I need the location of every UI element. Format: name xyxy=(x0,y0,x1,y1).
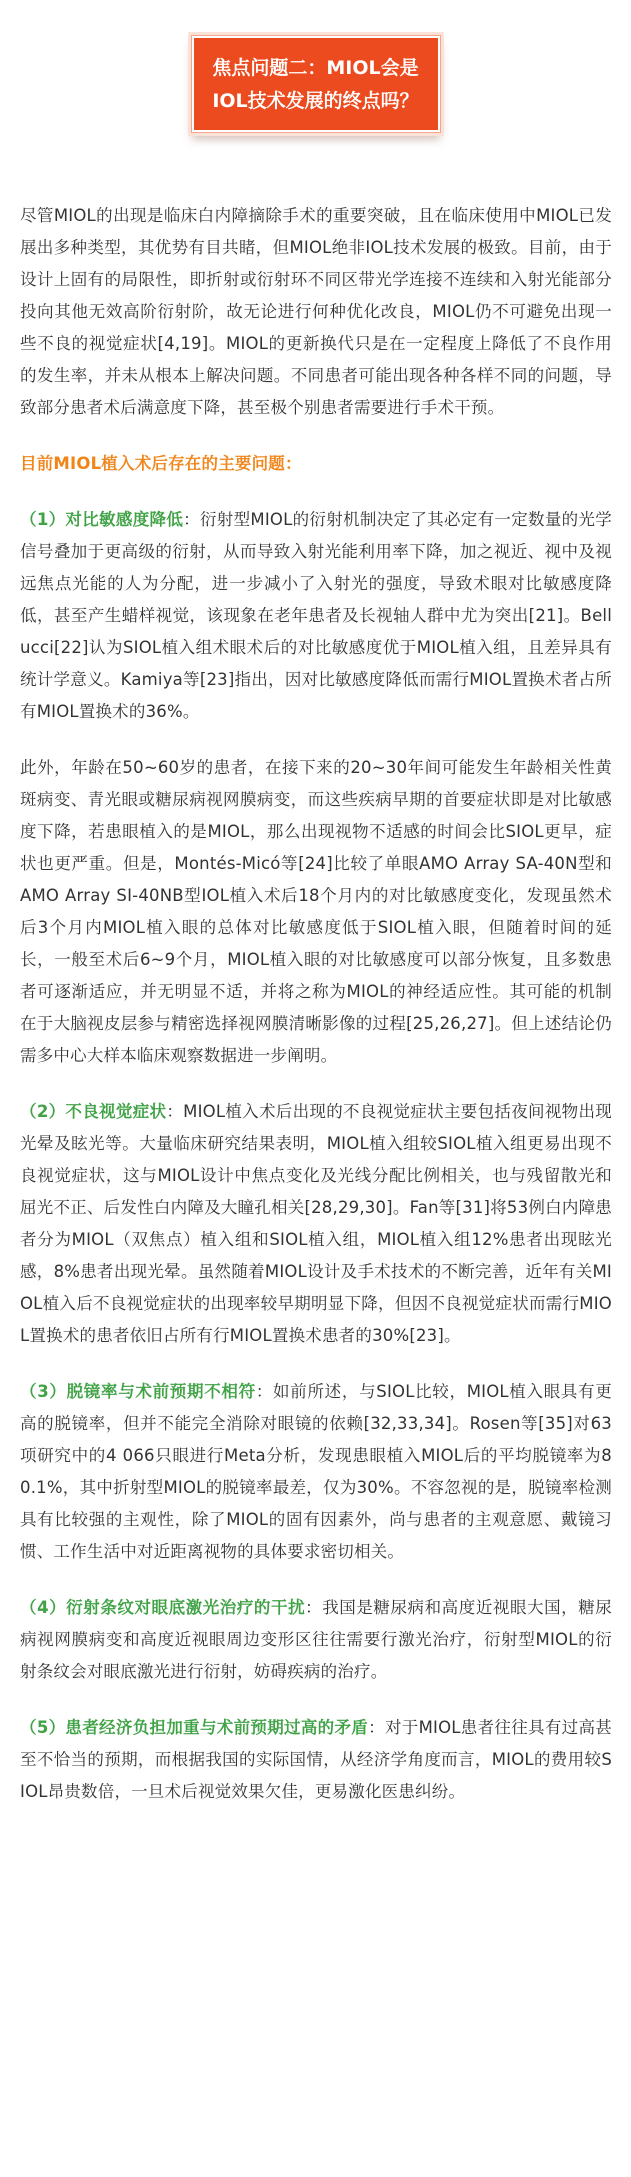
issue-label-1: （1）对比敏感度降低 xyxy=(20,510,184,529)
issue-label-5: （5）患者经济负担加重与术前预期过高的矛盾 xyxy=(20,1718,369,1737)
banner-title-line-2: IOL技术发展的终点吗？ xyxy=(212,90,419,112)
issue-label-2: （2）不良视觉症状 xyxy=(20,1102,167,1121)
issue-paragraph-1 xyxy=(20,504,612,728)
issue-paragraph-2 xyxy=(20,1096,612,1352)
issue-text-3: ：如前所述，与SIOL比较，MIOL植入眼具有更高的脱镜率，但并不能完全消除对眼镜的依赖[32,33,34]。Rosen等[35]对63项研究中的4 066只眼进行Meta分析，发现患眼植入MIOL后的平均脱镜率为80.1%，其中折射型MIOL的脱镜率最差，仅为30%。不容忽视的是，脱镜率检测具有比较强的主观性，除了MIOL的固有因素外，尚与患者的主观意愿、戴镜习惯、工作生活中对近距离视物的具体要求密切相关。 xyxy=(20,1382,613,1561)
banner-title-line-1: 焦点问题二：MIOL会是 xyxy=(212,57,419,79)
issue-text-5: ：对于MIOL患者往往具有过高甚至不恰当的预期，而根据我国的实际国情，从经济学角度而言，MIOL的费用较SIOL昂贵数倍，一旦术后视觉效果欠佳，更易激化医患纠纷。 xyxy=(20,1718,612,1801)
extra-paragraph: 此外，年龄在50~60岁的患者，在接下来的20~30年间可能发生年龄相关性黄斑病变、青光眼或糖尿病视网膜病变，而这些疾病早期的首要症状即是对比敏感度下降，若患眼植入的是MIOL，那么出现视物不适感的时间会比SIOL更早，症状也更严重。但是，Montés-Micó等[24]比较了单眼AMO Array SA-40N型和AMO Array SI-40NB型IOL植入术后18个月内的对比敏感度变化，发现虽然术后3个月内MIOL植入眼的总体对比敏感度低于SIOL植入眼，但随着时间的延长，一般至术后6~9个月，MIOL植入眼的对比敏感度可以部分恢复，且多数患者可逐渐适应，并无明显不适，并将之称为MIOL的神经适应性。其可能的机制在于大脑视皮层参与精密选择视网膜清晰影像的过程[25,26,27]。但上述结论仍需多中心大样本临床观察数据进一步阐明。 xyxy=(20,758,612,1065)
article-body xyxy=(20,200,612,1832)
intro-paragraph: 尽管MIOL的出现是临床白内障摘除手术的重要突破，且在临床使用中MIOL已发展出多种类型，其优势有目共睹，但MIOL绝非IOL技术发展的极致。目前，由于设计上固有的局限性，即折射或衍射环不同区带光学连接不连续和入射光能部分投向其他无效高阶衍射阶，故无论进行何种优化改良，MIOL仍不可避免出现一些不良的视觉症状[4,19]。MIOL的更新换代只是在一定程度上降低了不良作用的发生率，并未从根本上解决问题。不同患者可能出现各种各样不同的问题，导致部分患者术后满意度下降，甚至极个别患者需要进行手术干预。 xyxy=(20,206,612,417)
issue-paragraph-5 xyxy=(20,1712,612,1808)
section-heading: 目前MIOL植入术后存在的主要问题： xyxy=(20,454,302,473)
issue-paragraph-4 xyxy=(20,1592,612,1688)
focus-question-banner xyxy=(192,36,440,132)
header-wrap xyxy=(0,36,631,132)
issue-text-1: ：衍射型MIOL的衍射机制决定了其必定有一定数量的光学信号叠加于更高级的衍射，从而导致入射光能利用率下降，加之视近、视中及视远焦点光能的人为分配，进一步减小了入射光的强度，导致术眼对比敏感度降低，甚至产生蜡样视觉，该现象在老年患者及长视轴人群中尤为突出[21]。Bellucci[22]认为SIOL植入组术眼术后的对比敏感度优于MIOL植入组，且差异具有统计学意义。Kamiya等[23]指出，因对比敏感度降低而需行MIOL置换术者占所有MIOL置换术的36%。 xyxy=(20,510,613,721)
issue-label-4: （4）衍射条纹对眼底激光治疗的干扰 xyxy=(20,1598,306,1617)
issue-text-4: ：我国是糖尿病和高度近视眼大国，糖尿病视网膜病变和高度近视眼周边变形区往往需要行激光治疗，衍射型MIOL的衍射条纹会对眼底激光进行衍射，妨碍疾病的治疗。 xyxy=(20,1598,612,1681)
issue-text-2: ：MIOL植入术后出现的不良视觉症状主要包括夜间视物出现光晕及眩光等。大量临床研究结果表明，MIOL植入组较SIOL植入组更易出现不良视觉症状，这与MIOL设计中焦点变化及光线分配比例相关，也与残留散光和屈光不正、后发性白内障及大瞳孔相关[28,29,30]。Fan等[31]将53例白内障患者分为MIOL（双焦点）植入组和SIOL植入组，MIOL植入组12%患者出现眩光感，8%患者出现光晕。虽然随着MIOL设计及手术技术的不断完善，近年有关MIOL植入后不良视觉症状的出现率较早期明显下降，但因不良视觉症状而需行MIOL置换术的患者依旧占所有行MIOL置换术患者的30%[23]。 xyxy=(20,1102,612,1345)
issue-label-3: （3）脱镜率与术前预期不相符 xyxy=(20,1382,256,1401)
issue-paragraph-3 xyxy=(20,1376,612,1568)
